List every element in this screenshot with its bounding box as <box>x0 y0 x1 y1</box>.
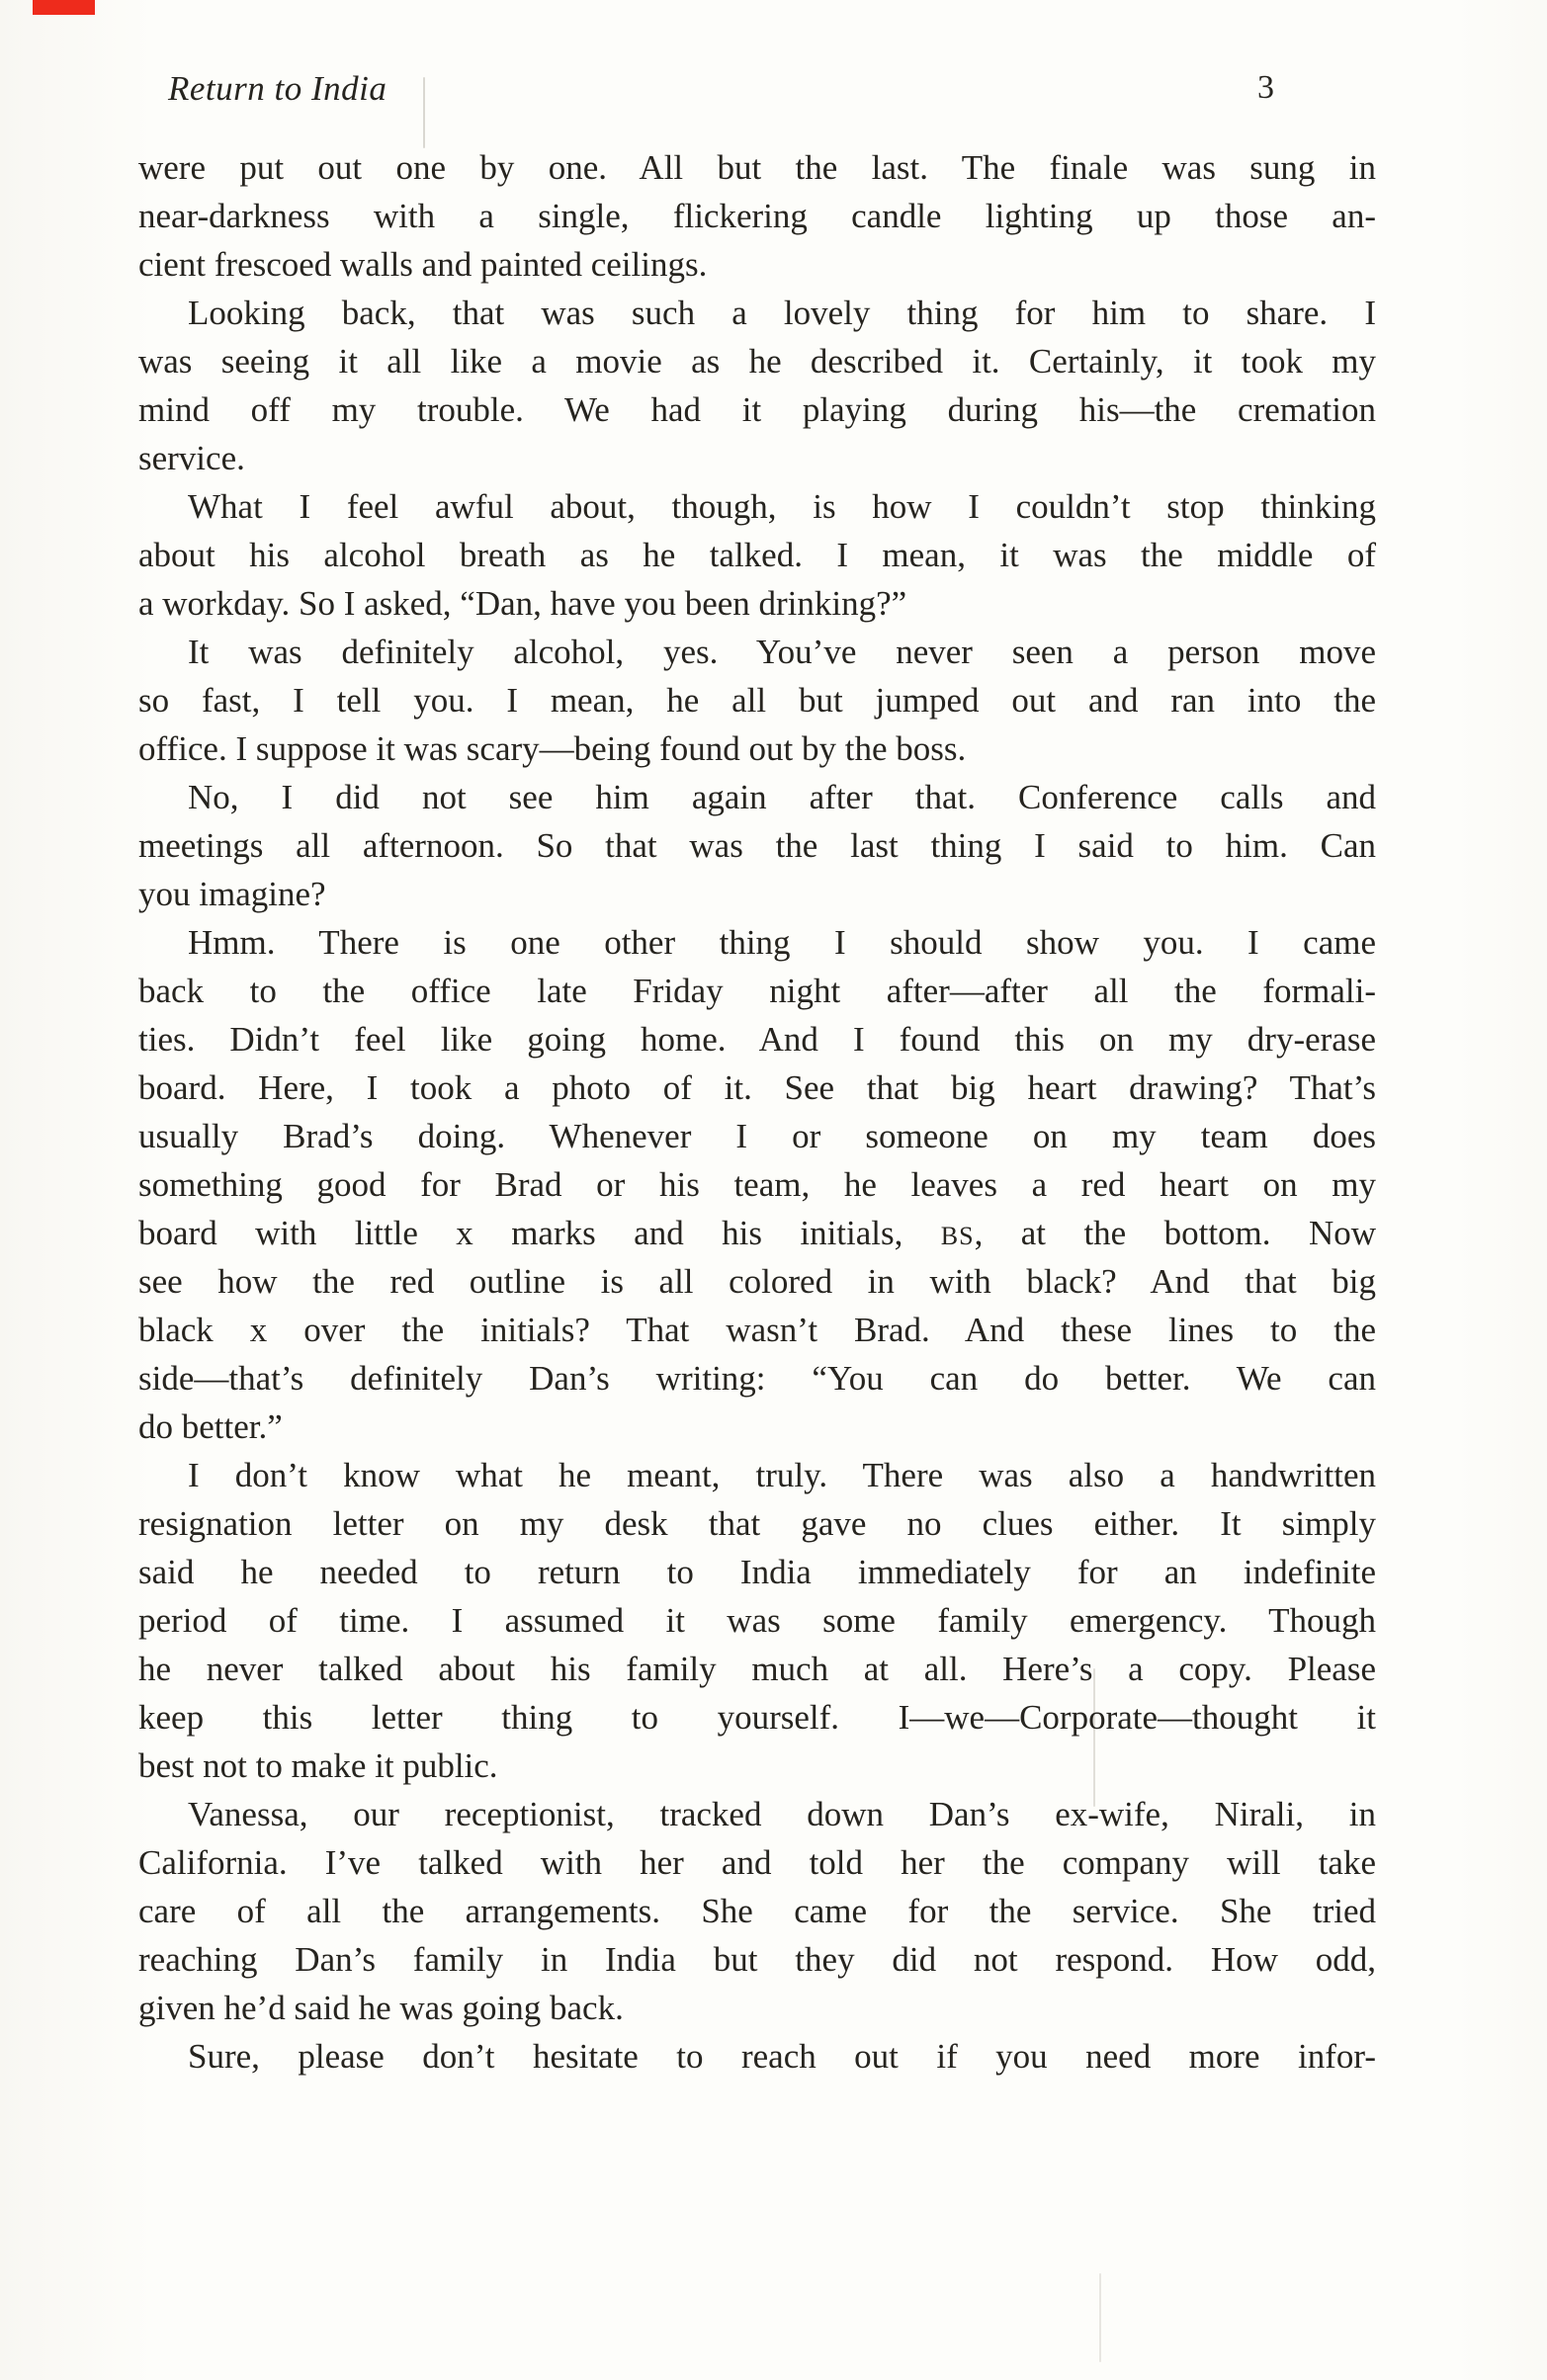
body-line: given he’d said he was going back. <box>138 1989 624 2027</box>
body-line: was seeing it all like a movie as he described it. Certainly, it took my <box>138 342 1376 381</box>
body-line: about his alcohol breath as he talked. I mean, it was the middle of <box>138 536 1376 574</box>
body-line: back to the office late Friday night after—after all the formali- <box>138 972 1376 1010</box>
body-line: No, I did not see him again after that. Conference calls and <box>188 778 1376 816</box>
body-line: keep this letter thing to yourself. I—we—Corporate—thought it <box>138 1698 1376 1737</box>
body-line: Hmm. There is one other thing I should show you. I came <box>188 923 1376 962</box>
body-line: meetings all afternoon. So that was the last thing I said to him. Can <box>138 826 1376 865</box>
body-line: California. I’ve talked with her and told her the company will take <box>138 1843 1376 1882</box>
body-line: board. Here, I took a photo of it. See that big heart drawing? That’s <box>138 1068 1376 1107</box>
body-line: resignation letter on my desk that gave no clues either. It simply <box>138 1504 1376 1543</box>
body-line: What I feel awful about, though, is how I couldn’t stop thinking <box>188 487 1376 526</box>
body-line: best not to make it public. <box>138 1746 498 1785</box>
body-text <box>138 143 1376 2081</box>
paragraph <box>138 773 1376 918</box>
paragraph <box>138 289 1376 482</box>
paragraph <box>138 628 1376 773</box>
body-line: side—that’s definitely Dan’s writing: “You can do better. We can <box>138 1359 1376 1398</box>
body-line: see how the red outline is all colored in with black? And that big <box>138 1262 1376 1301</box>
body-line: period of time. I assumed it was some family emergency. Though <box>138 1601 1376 1640</box>
body-line: black x over the initials? That wasn’t Brad. And these lines to the <box>138 1311 1376 1349</box>
body-line: care of all the arrangements. She came for the service. She tried <box>138 1892 1376 1930</box>
paragraph <box>138 1451 1376 1790</box>
body-line: something good for Brad or his team, he leaves a red heart on my <box>138 1165 1376 1204</box>
body-line: he never talked about his family much at all. Here’s a copy. Please <box>138 1650 1376 1688</box>
body-line: said he needed to return to India immediately for an indefinite <box>138 1553 1376 1591</box>
body-line: Looking back, that was such a lovely thing for him to share. I <box>188 294 1376 332</box>
body-line: do better.” <box>138 1407 283 1446</box>
body-line: so fast, I tell you. I mean, he all but jumped out and ran into the <box>138 681 1376 720</box>
text-segment: board with little x marks and his initials, <box>138 1214 941 1252</box>
paragraph <box>138 918 1376 1451</box>
text-segment: , at the bottom. Now <box>974 1214 1376 1252</box>
body-line: ties. Didn’t feel like going home. And I found this on my dry-erase <box>138 1020 1376 1059</box>
body-line: reaching Dan’s family in India but they did not respond. How odd, <box>138 1940 1376 1979</box>
scan-mark-red <box>33 0 95 15</box>
body-line: usually Brad’s doing. Whenever I or someone on my team does <box>138 1117 1376 1155</box>
body-line: It was definitely alcohol, yes. You’ve never seen a person move <box>188 633 1376 671</box>
body-line: I don’t know what he meant, truly. There was also a handwritten <box>188 1456 1376 1494</box>
scan-streak <box>1099 2273 1101 2362</box>
body-line: mind off my trouble. We had it playing during his—the cremation <box>138 390 1376 429</box>
body-line: Vanessa, our receptionist, tracked down Dan’s ex-wife, Nirali, in <box>188 1795 1376 1833</box>
body-line: were put out one by one. All but the last. The finale was sung in <box>138 148 1376 187</box>
page-title: Return to India <box>168 69 387 108</box>
body-line: you imagine? <box>138 875 326 913</box>
paragraph <box>138 143 1376 289</box>
body-line: office. I suppose it was scary—being found out by the boss. <box>138 729 967 768</box>
body-line: Sure, please don’t hesitate to reach out if you need more infor- <box>188 2037 1376 2076</box>
paragraph <box>138 1790 1376 2032</box>
initials-smallcaps: BS <box>940 1222 975 1250</box>
body-line: near-darkness with a single, flickering candle lighting up those an- <box>138 197 1376 235</box>
paragraph <box>138 2032 1376 2081</box>
scan-streak <box>423 77 425 148</box>
body-line: cient frescoed walls and painted ceilings. <box>138 245 708 284</box>
paragraph <box>138 482 1376 628</box>
body-line: a workday. So I asked, “Dan, have you been drinking?” <box>138 584 907 623</box>
page-number: 3 <box>1257 69 1274 106</box>
body-line <box>138 1209 1376 1257</box>
body-line: service. <box>138 439 245 477</box>
